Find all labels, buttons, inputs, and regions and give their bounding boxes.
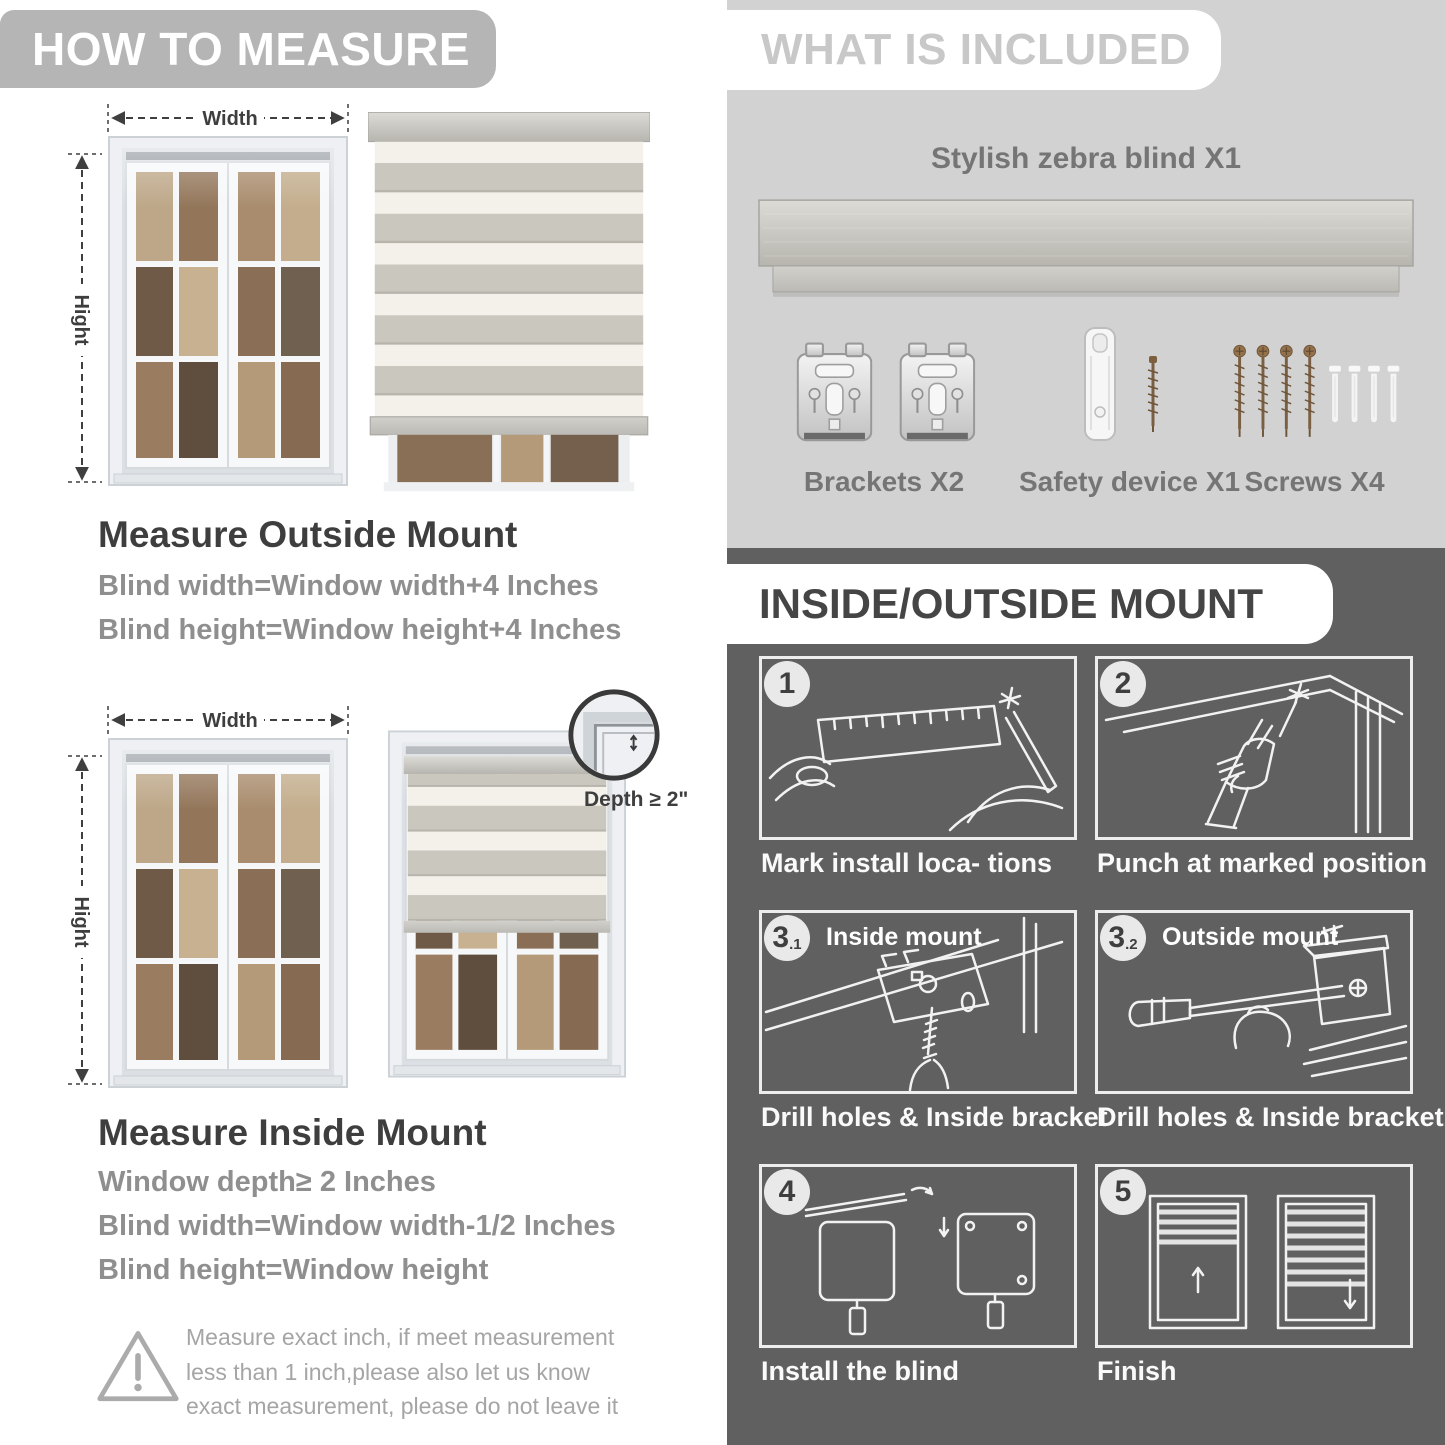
step-number-badge: 2: [1100, 661, 1146, 707]
brackets-label: Brackets X2: [803, 466, 965, 497]
height-dimension-label: Hight: [70, 896, 92, 948]
inside-mount-rule-width: Blind width=Window width-1/2 Inches: [98, 1210, 616, 1242]
mount-instructions-section: [727, 548, 1445, 1445]
step-panel-4: [759, 1164, 1077, 1348]
zebra-blind-outside-mount-illustration: [368, 112, 650, 496]
step-number-badge: 1: [764, 661, 810, 707]
step-caption: Install the blind: [761, 1356, 960, 1386]
depth-requirement-label: Depth ≥ 2": [584, 788, 689, 811]
window-with-measure-arrows-illustration: [60, 98, 390, 498]
outside-mount-rule-width: Blind width=Window width+4 Inches: [98, 570, 599, 602]
width-dimension-label: Width: [202, 108, 258, 130]
step-panel-1: [759, 656, 1077, 840]
height-dimension-label: Hight: [70, 294, 92, 346]
width-dimension-label: Width: [202, 710, 258, 732]
headrail-illustration: [757, 196, 1415, 306]
step-number-badge: 4: [764, 1169, 810, 1215]
step-panel-5: [1095, 1164, 1413, 1348]
safety-device-label: Safety device X1: [1019, 466, 1241, 497]
step-caption: Finish: [1097, 1356, 1177, 1386]
outside-mount-title: Measure Outside Mount: [98, 514, 518, 555]
outside-mount-step-label: Outside mount: [1162, 923, 1339, 951]
inside-outside-mount-header: INSIDE/OUTSIDE MOUNT: [727, 564, 1333, 644]
depth-detail-callout: [565, 686, 663, 784]
step-number-badge: 3 .2: [1100, 915, 1146, 961]
step-caption: Drill holes & Inside bracket: [761, 1102, 1108, 1132]
what-is-included-header: WHAT IS INCLUDED: [727, 10, 1221, 90]
outside-mount-rule-height: Blind height=Window height+4 Inches: [98, 614, 622, 646]
inside-mount-step-label: Inside mount: [826, 923, 982, 951]
screws-and-anchors-icon: [1225, 338, 1410, 453]
how-to-measure-header: HOW TO MEASURE: [0, 10, 496, 88]
inside-mount-rule-height: Blind height=Window height: [98, 1254, 489, 1286]
brackets-icon: [782, 336, 992, 454]
step-caption: Drill holes & Inside bracket: [1097, 1102, 1444, 1132]
product-name-label: Stylish zebra blind X1: [930, 142, 1242, 175]
measure-warning-text: Measure exact inch, if meet measurement less than 1 inch,please also let us know exact measurement, please do not leave it: [186, 1324, 619, 1419]
inside-mount-rule-depth: Window depth≥ 2 Inches: [98, 1166, 436, 1198]
warning-triangle-icon: [96, 1326, 180, 1408]
inside-mount-title: Measure Inside Mount: [98, 1112, 487, 1153]
step-caption: Mark install loca- tions: [761, 848, 1053, 878]
step-panel-3-2: [1095, 910, 1413, 1094]
step-panel-2: [1095, 656, 1413, 840]
step-caption: Punch at marked position: [1097, 848, 1428, 878]
screws-label: Screws X4: [1244, 466, 1385, 497]
step-number-badge: 3 .1: [764, 915, 810, 961]
step-number-badge: 5: [1100, 1169, 1146, 1215]
safety-device-icon: [1047, 326, 1197, 458]
step-panel-3-1: [759, 910, 1077, 1094]
right-panel: [727, 0, 1445, 1445]
window-with-measure-arrows-illustration: [60, 700, 390, 1100]
